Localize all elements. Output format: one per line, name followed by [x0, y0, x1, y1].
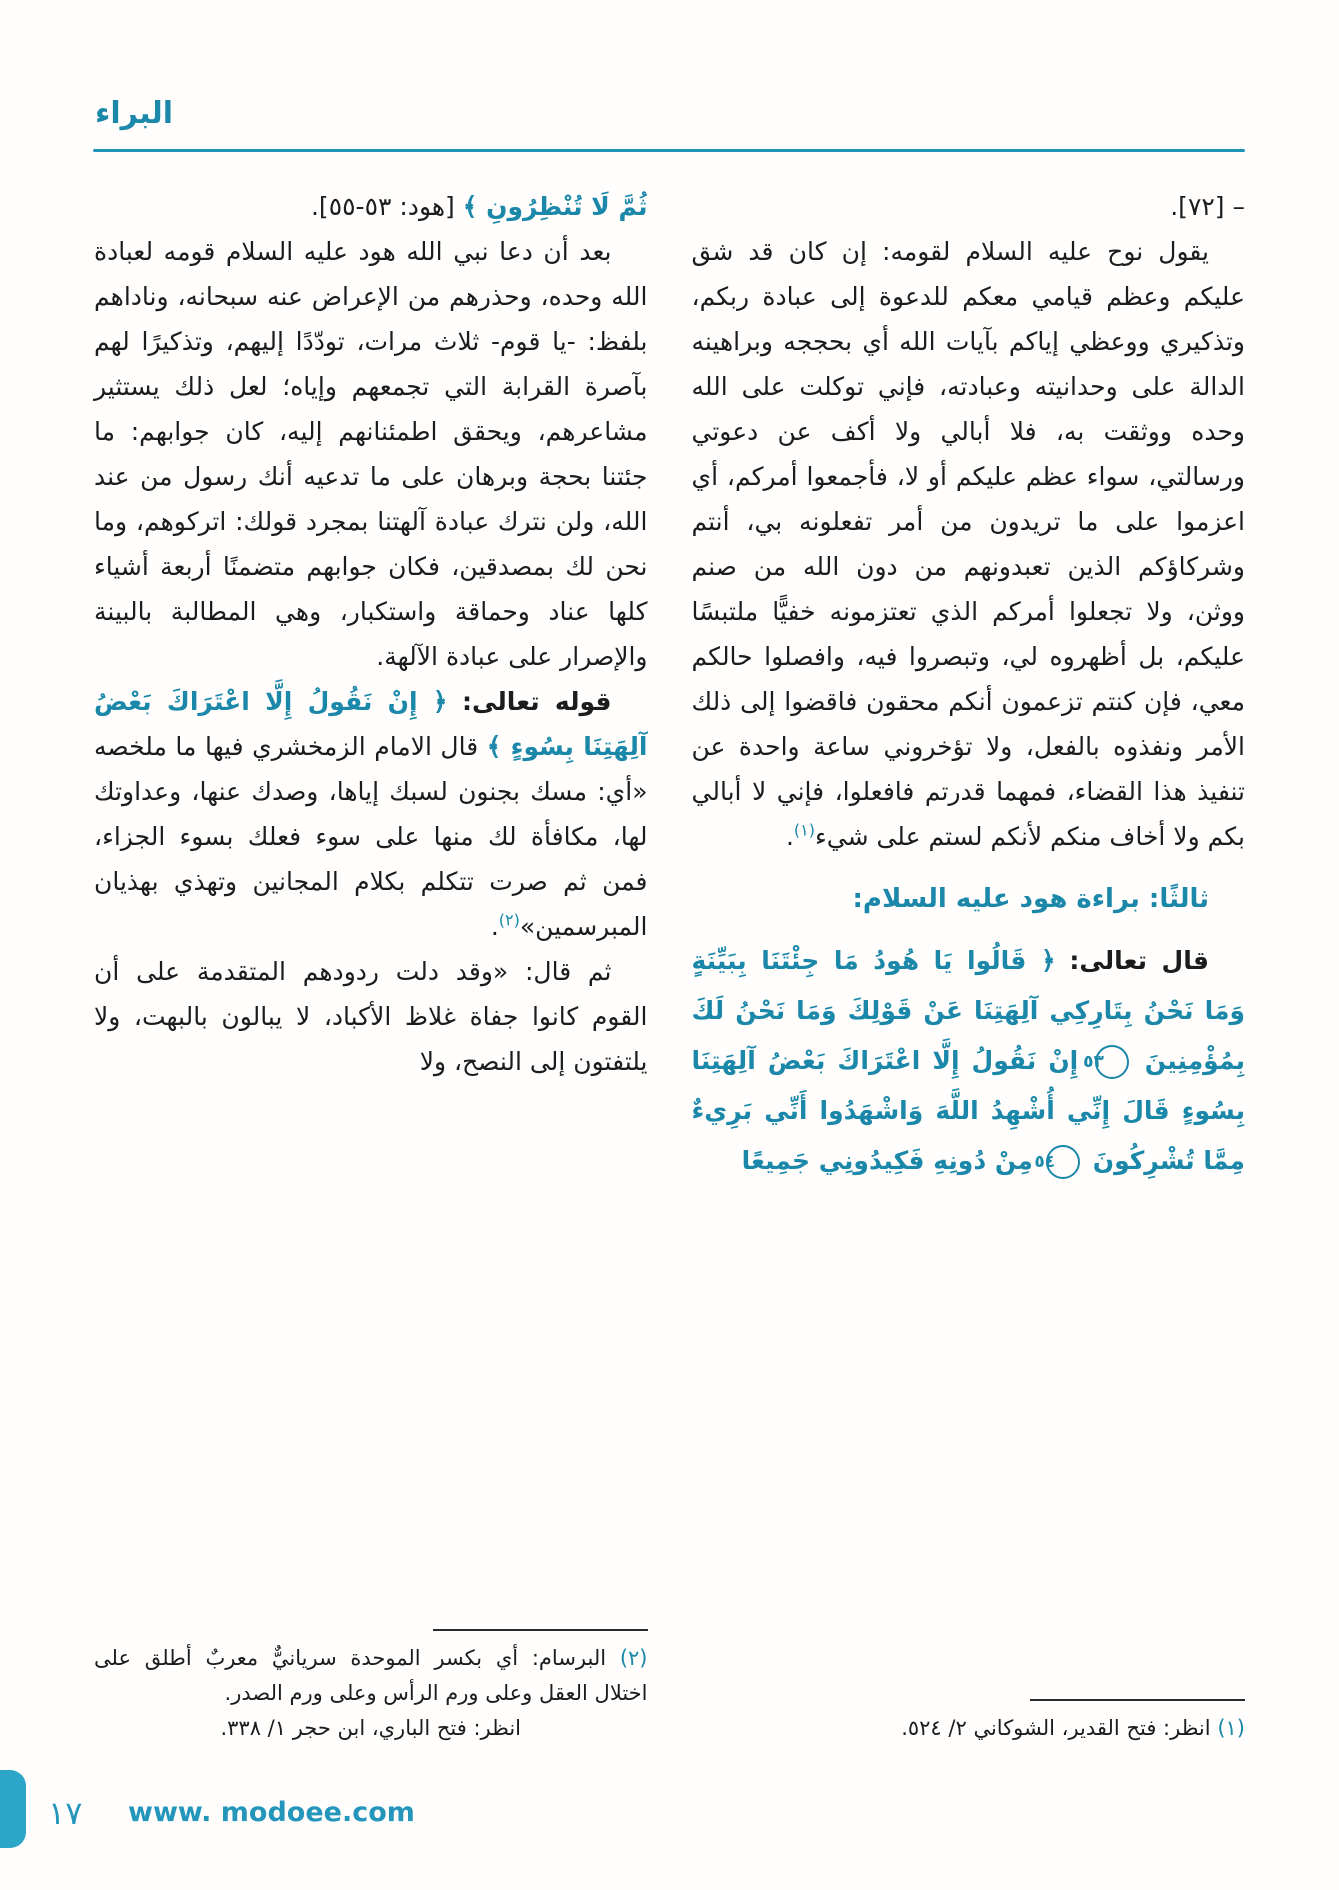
- verse-reference-hud: [هود: ٥٣-٥٥].: [310, 192, 455, 221]
- paragraph-thumma-qal: ثم قال: «وقد دلت ردودهم المتقدمة على أن القوم كانوا جفاة غلاظ الأكباد، لا يبالون بالبهت، ولا يلتفتون إلى النصح، ولا: [94, 957, 648, 1076]
- footnote-2-number: (٢): [619, 1646, 648, 1670]
- text-columns: [94, 184, 1245, 1746]
- quran-continuation-text: ثُمَّ لَا تُنْظِرُونِ ﴾: [462, 192, 648, 221]
- paragraph-nuh-text: يقول نوح عليه السلام لقومه: إن كان قد شق عليكم وعظم قيامي معكم للدعوة إلى عبادة ربكم، وتذكيري ووعظي إياكم بآيات الله أي بحججه وبراهينه الدالة على وحدانيته وعبادته، فإني توكلت على الله وحده ووثقت به، فلا أبالي ولا أكف عن دعوتي ورسالتي، سواء عظم عليكم أو لا، فأجمعوا أمركم، أي اعزموا على ما تريدون من أمر تفعلونه بي، أنتم وشركاؤكم الذين تعبدونهم من دون الله من صنم ووثن، ولا تجعلوا أمركم الذي تعتزمونه خفيًّا ملتبسًا عليكم، بل أظهروه لي، وتبصروا فيه، وافصلوا حالكم معي، فإن كنتم تزعمون أنكم محقون فاقضوا إلى ذلك الأمر ونفذوه بالفعل، ولا تؤخروني ساعة واحدة عن تنفيذ هذا القضاء، فمهما قدرتم فافعلوا، فإني لا أبالي بكم ولا أخاف منكم لأنكم لستم على شيء: [691, 237, 1245, 851]
- footnote-left-column: [94, 1629, 648, 1746]
- footnote-marker-2: (٢): [498, 910, 520, 930]
- verse-number-54-medallion: ٥٤: [1046, 1145, 1080, 1179]
- left-column: [94, 184, 648, 1746]
- footnote-2-reference: انظر: فتح الباري، ابن حجر ١/ ٣٣٨.: [220, 1716, 522, 1740]
- section-heading-baraat-hud: ثالثًا: براءة هود عليه السلام:: [852, 884, 1209, 914]
- footnote-separator-rule: [1030, 1699, 1245, 1701]
- footnote-2-text: البرسام: أي بكسر الموحدة سريانيٌّ معربٌ أطلق على اختلال العقل وعلى ورم الرأس وعلى ورم الصدر.: [94, 1646, 648, 1705]
- qawluh-taala-label: قوله تعالى:: [462, 687, 612, 716]
- zamakhshari-quote-period: .: [490, 912, 499, 941]
- right-column: [692, 184, 1246, 1746]
- verse-number-53-medallion: ٥٣: [1095, 1045, 1129, 1079]
- running-header: [95, 96, 173, 131]
- page-number: ١٧: [48, 1794, 83, 1832]
- paragraph-hud-intro: بعد أن دعا نبي الله هود عليه السلام قومه لعبادة الله وحده، وحذرهم من الإعراض عنه سبحانه، وناداهم بلفظ: -يا قوم- ثلاث مرات، تودّدًا إليهم، وتذكيرًا لهم بآصرة القرابة التي تجمعهم وإياه؛ لعل ذلك يستثير مشاعرهم، ويحقق اطمئنانهم إليه، كان جوابهم: ما جئتنا بحجة وبرهان على ما تدعيه أنك رسول من عند الله، ولن نترك عبادة آلهتنا بمجرد قولك: اتركوهم، وما نحن لك بمصدقين، فكان جوابهم متضمنًا أربعة أشياء كلها عناد وحماقة واستكبار، وهي المطالبة بالبينة والإصرار على عبادة الآلهة.: [94, 237, 648, 671]
- quran-text-part1: ﴿ قَالُوا يَا هُودُ مَا جِئْتَنَا بِبَيِّنَةٍ وَمَا نَحْنُ بِتَارِكِي آلِهَتِنَا عَنْ قَوْلِكَ وَمَا نَحْنُ لَكَ بِمُؤْمِنِينَ: [691, 946, 1246, 1075]
- qala-taala-label: قال تعالى:: [1069, 946, 1210, 975]
- zamakhshari-quote-text: قال الامام الزمخشري فيها ما ملخصه «أي: مسك بجنون لسبك إياها، وصدك عنها، وعداوتك لها، مكافأة لك منها على سوء فعلك بسوء الجزاء، فمن ثم صرت تتكلم بكلام المجانين وتهذي بهذيان المبرسمين»: [94, 732, 648, 941]
- footnote-1-number: (١): [1217, 1716, 1245, 1740]
- footnote-1-text: انظر: فتح القدير، الشوكاني ٢/ ٥٢٤.: [901, 1716, 1211, 1740]
- paragraph-nuh-speech: [692, 229, 1246, 859]
- running-header-title: البراء: [95, 96, 174, 131]
- footnote-right-column: [692, 1699, 1246, 1746]
- footnote-1: [692, 1711, 1246, 1746]
- header-rule: [93, 149, 1245, 152]
- quran-passage-hud: [692, 936, 1246, 1186]
- inline-quran-text: ﴿ إِنْ نَقُولُ إِلَّا اعْتَرَاكَ بَعْضُ آلِهَتِنَا بِسُوءٍ ﴾: [94, 687, 648, 761]
- footnote-separator-rule: [433, 1629, 648, 1631]
- paragraph-zamakhshari: [94, 679, 648, 949]
- verse-reference-72: – [٧٢].: [1170, 192, 1245, 221]
- quran-continuation-line: [94, 184, 648, 229]
- footnote-2: [94, 1641, 648, 1711]
- quran-text-part3: مِنْ دُونِهِ فَكِيدُونِي جَمِيعًا: [741, 1146, 1033, 1175]
- footnote-marker-1: (١): [793, 820, 815, 840]
- page-footer: [0, 1768, 1339, 1850]
- page-edge-tab: [0, 1770, 26, 1848]
- paragraph-nuh-period: .: [785, 822, 794, 851]
- publisher-website: www. modoee.com: [128, 1797, 415, 1828]
- quran-text-part2: إِنْ نَقُولُ إِلَّا اعْتَرَاكَ بَعْضُ آلِهَتِنَا بِسُوءٍ قَالَ إِنِّي أُشْهِدُ اللَّهَ وَاشْهَدُوا أَنِّي بَرِيءٌ مِمَّا تُشْرِكُونَ: [691, 1046, 1245, 1175]
